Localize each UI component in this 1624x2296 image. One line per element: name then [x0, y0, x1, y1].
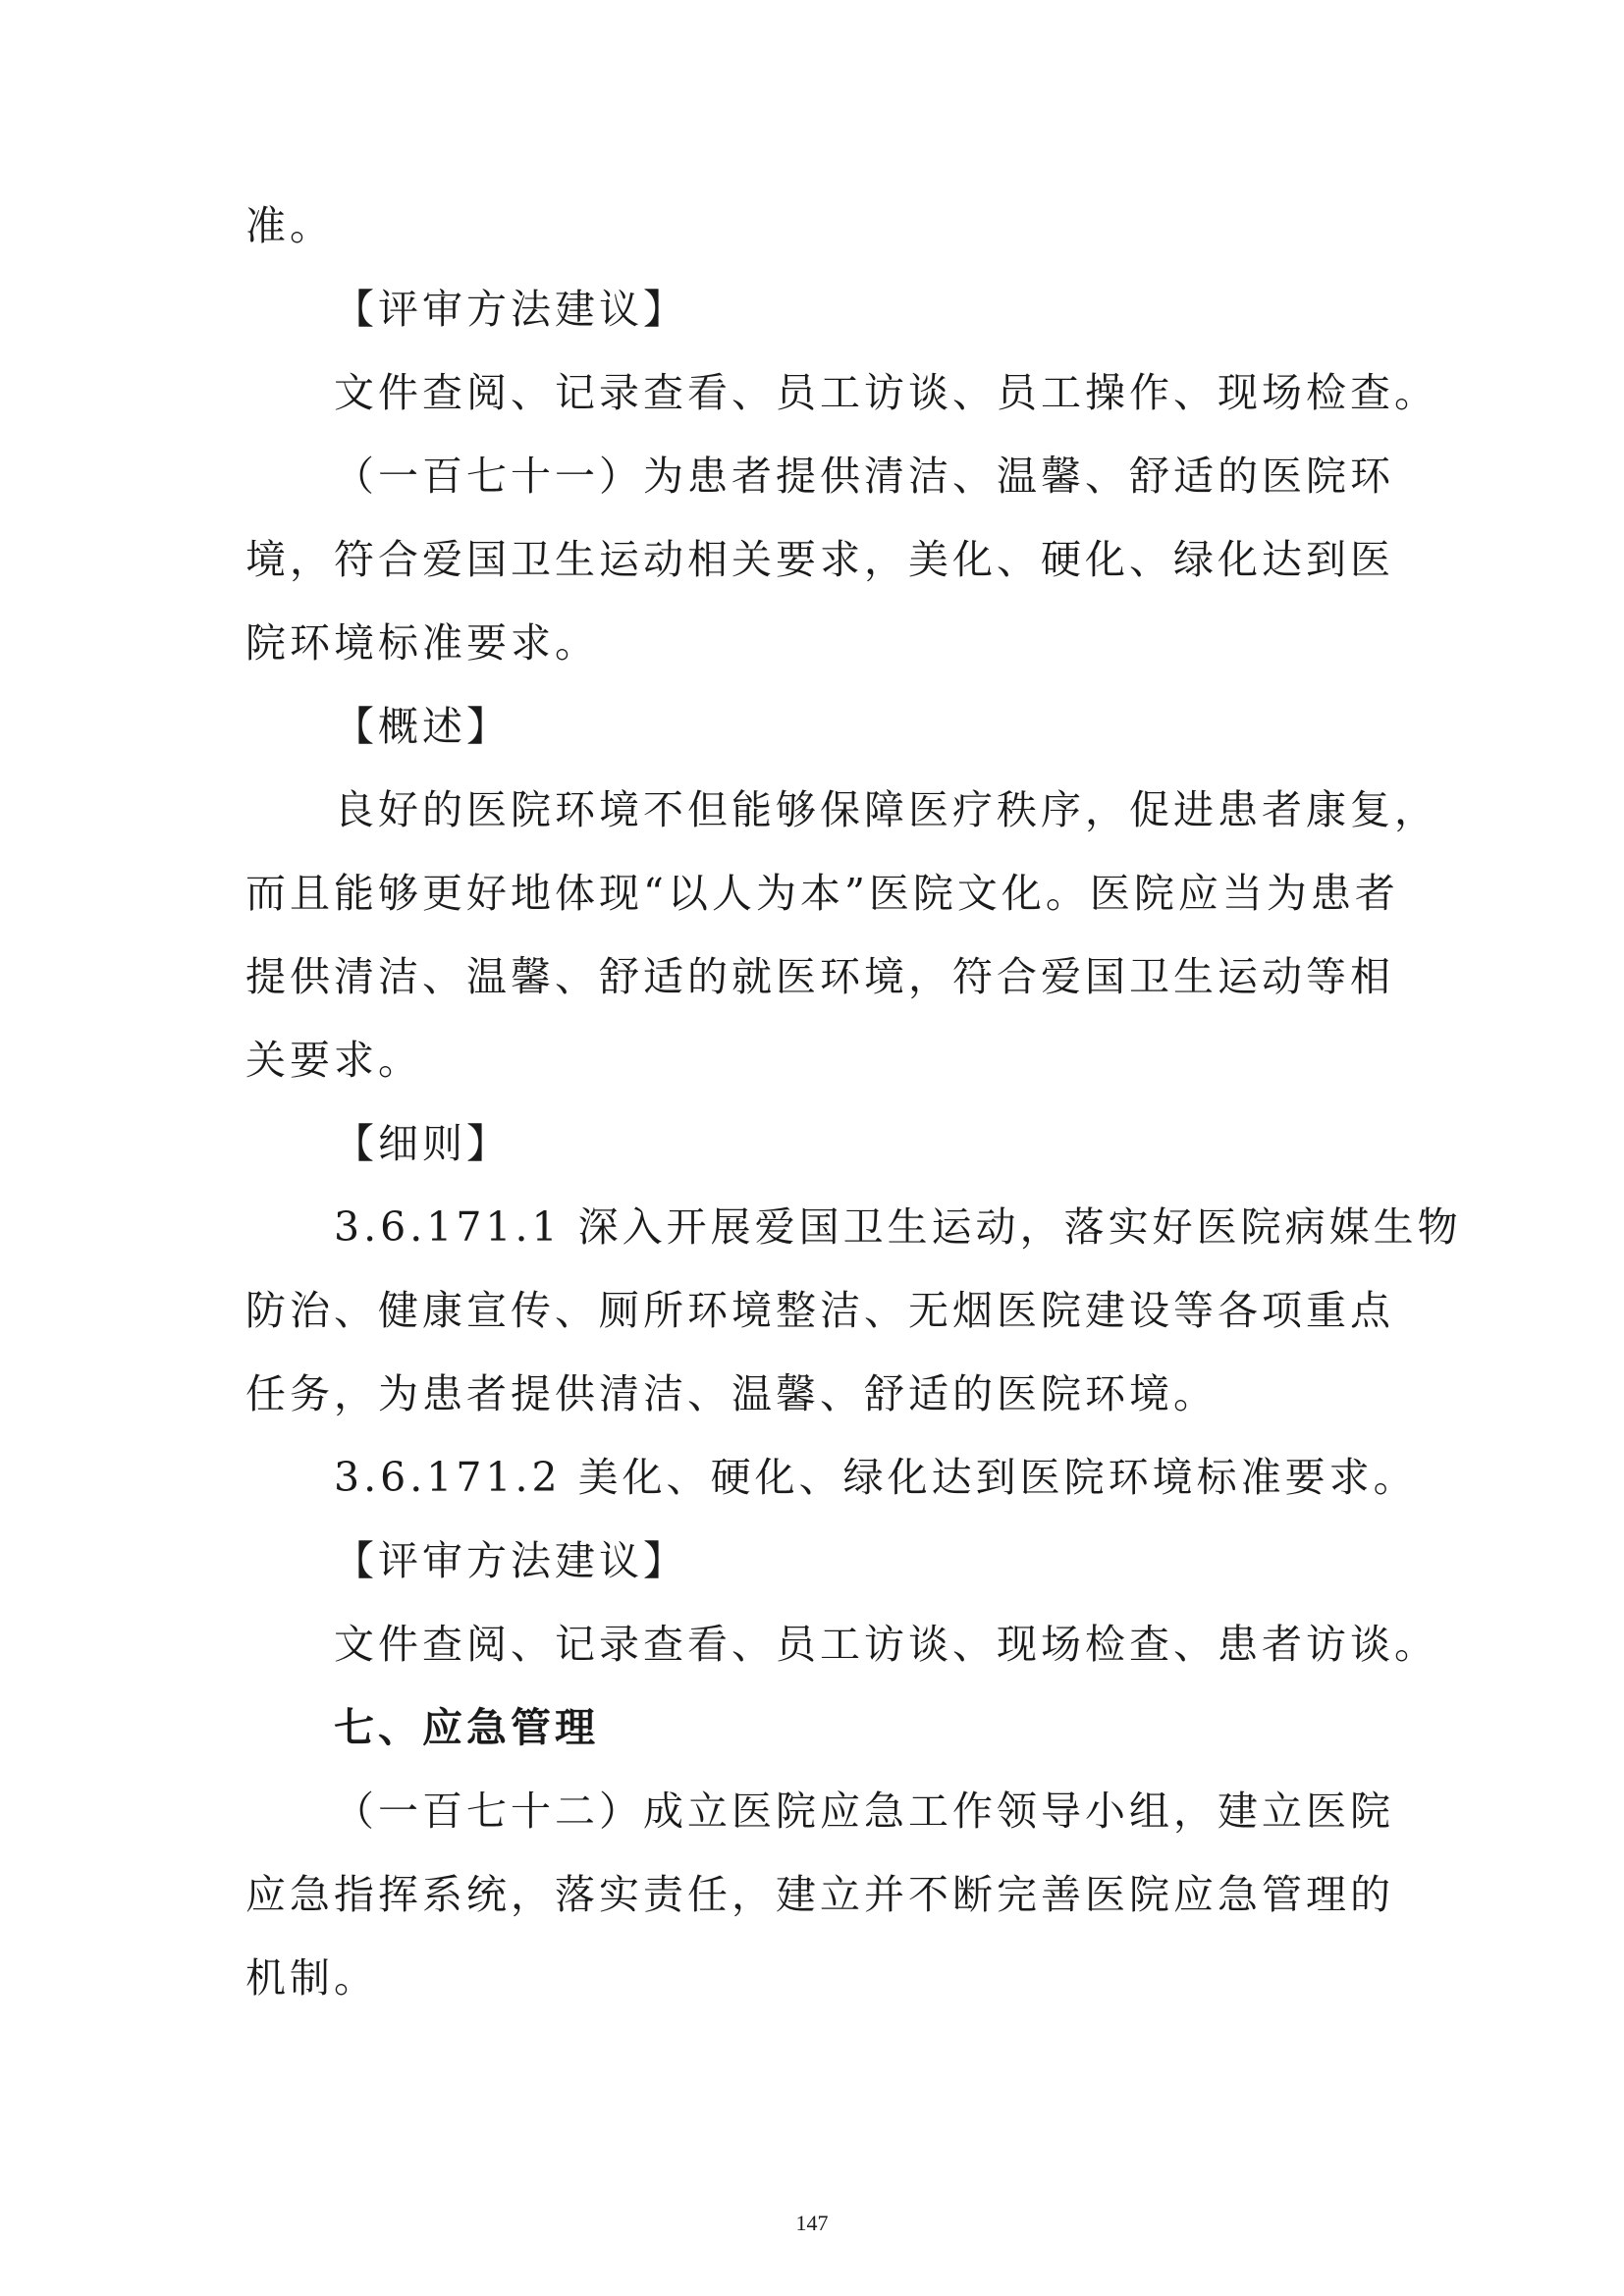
- section-heading: 【评审方法建议】: [334, 1537, 687, 1584]
- section-heading: 【评审方法建议】: [334, 286, 687, 333]
- text-line: 防治、健康宣传、厕所环境整洁、无烟医院建设等各项重点: [245, 1287, 1394, 1334]
- text-line: 院环境标准要求。: [245, 619, 599, 667]
- text-line: 境，符合爱国卫生运动相关要求，美化、硬化、绿化达到医: [245, 536, 1394, 583]
- text-line: （一百七十一）为患者提供清洁、温馨、舒适的医院环: [334, 453, 1394, 500]
- text-line: （一百七十二）成立医院应急工作领导小组，建立医院: [334, 1788, 1394, 1835]
- text-line: 准。: [245, 202, 334, 249]
- page-number: 147: [795, 2211, 829, 2235]
- text-line: 而且能够更好地体现“以人为本”医院文化。医院应当为患者: [245, 870, 1399, 917]
- text-line: 机制。: [245, 1954, 378, 2002]
- section-heading: 【概述】: [334, 703, 511, 750]
- text-line: 应急指挥系统，落实责任，建立并不断完善医院应急管理的: [245, 1871, 1394, 1918]
- text-line: 关要求。: [245, 1037, 422, 1084]
- section-heading: 【细则】: [334, 1120, 511, 1167]
- text-line: 任务，为患者提供清洁、温馨、舒适的医院环境。: [245, 1370, 1218, 1417]
- text-line: 文件查阅、记录查看、员工访谈、员工操作、现场检查。: [334, 369, 1438, 416]
- text-line: 文件查阅、记录查看、员工访谈、现场检查、患者访谈。: [334, 1621, 1438, 1668]
- text-line: 3.6.171.1 深入开展爱国卫生运动，落实好医院病媒生物: [334, 1203, 1462, 1251]
- text-line: 提供清洁、温馨、舒适的就医环境，符合爱国卫生运动等相: [245, 953, 1394, 1000]
- chapter-heading: 七、应急管理: [334, 1704, 599, 1751]
- text-line: 3.6.171.2 美化、硬化、绿化达到医院环境标准要求。: [334, 1454, 1418, 1501]
- text-line: 良好的医院环境不但能够保障医疗秩序，促进患者康复，: [334, 786, 1438, 833]
